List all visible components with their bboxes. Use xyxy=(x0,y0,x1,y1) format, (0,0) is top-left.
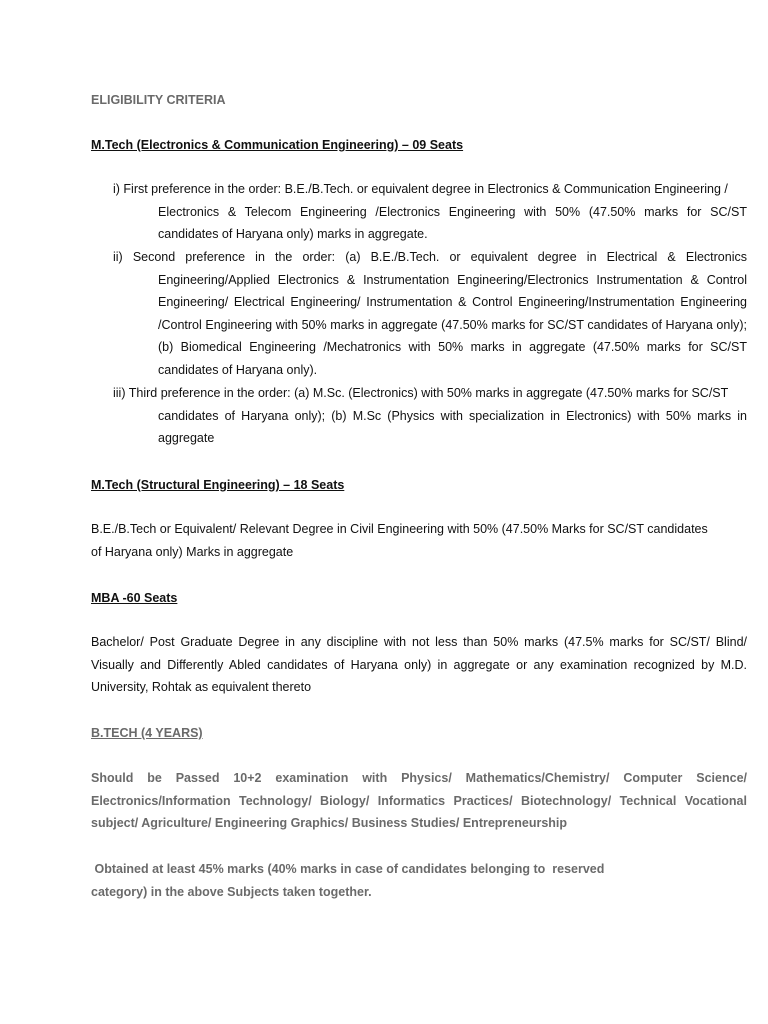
mtech-ece-heading: M.Tech (Electronics & Communication Engineering) – 09 Seats xyxy=(91,138,464,152)
page-title: ELIGIBILITY CRITERIA xyxy=(91,93,226,107)
paragraph-line: category) in the above Subjects taken together. xyxy=(91,884,372,899)
list-item xyxy=(113,246,747,381)
btech-subjects-text: Should be Passed 10+2 examination with Physics/ Mathematics/Chemistry/ Computer Science/ Electronics/Information Technology/ Biology/ Informatics Practices/ Biotechnology/ Technical Vocational subject/ Agriculture/ Engineering Graphics/ Business Studies/ Entrepreneurship xyxy=(91,771,747,830)
list-item-first-line: iii) Third preference in the order: (a) M.Sc. (Electronics) with 50% marks in aggregate (47.50% marks for SC/ST xyxy=(113,386,729,400)
paragraph-line: of Haryana only) Marks in aggregate xyxy=(91,544,294,559)
list-item-first-line: ii) Second preference in the order: (a) B.E./B.Tech. or equivalent degree in Electrical & Electronics xyxy=(113,250,747,264)
mba-text: Bachelor/ Post Graduate Degree in any discipline with not less than 50% marks (47.5% marks for SC/ST/ Blind/ Visually and Differently Abled candidates of Haryana only) in aggregate or any examination recognized by M.D. University, Rohtak as equivalent thereto xyxy=(91,635,747,694)
mba-heading: MBA -60 Seats xyxy=(91,591,178,605)
mtech-structural-heading: M.Tech (Structural Engineering) – 18 Seats xyxy=(91,478,345,492)
list-item-first-line: i) First preference in the order: B.E./B.Tech. or equivalent degree in Electronics & Communication Engineering / xyxy=(113,182,728,196)
list-item xyxy=(113,382,747,450)
mtech-structural-text xyxy=(91,518,747,563)
list-item-continuation: Engineering/Applied Electronics & Instrumentation Engineering/Electronics Instrumentation & Control Engineering/ Electrical Engineering/ Instrumentation & Control Engineering/Instrumentation Engineering /Control Engineering with 50% marks in aggregate (47.50% marks for SC/ST candidates of Haryana only); (b) Biomedical Engineering /Mechatronics with 50% marks in aggregate (47.50% marks for SC/ST candidates of Haryana only). xyxy=(158,272,747,377)
list-item-continuation: Electronics & Telecom Engineering /Electronics Engineering with 50% (47.50% marks for SC/ST candidates of Haryana only) marks in aggregate. xyxy=(158,204,747,241)
paragraph-line: Obtained at least 45% marks (40% marks in case of candidates belonging to reserved xyxy=(91,862,605,876)
btech-marks-text xyxy=(91,858,747,903)
list-item xyxy=(113,178,747,246)
list-item-continuation: candidates of Haryana only); (b) M.Sc (Physics with specialization in Electronics) with 50% marks in aggregate xyxy=(158,408,747,445)
paragraph-line: B.E./B.Tech or Equivalent/ Relevant Degree in Civil Engineering with 50% (47.50% Marks for SC/ST candidates xyxy=(91,522,708,536)
btech-heading: B.TECH (4 YEARS) xyxy=(91,726,203,740)
